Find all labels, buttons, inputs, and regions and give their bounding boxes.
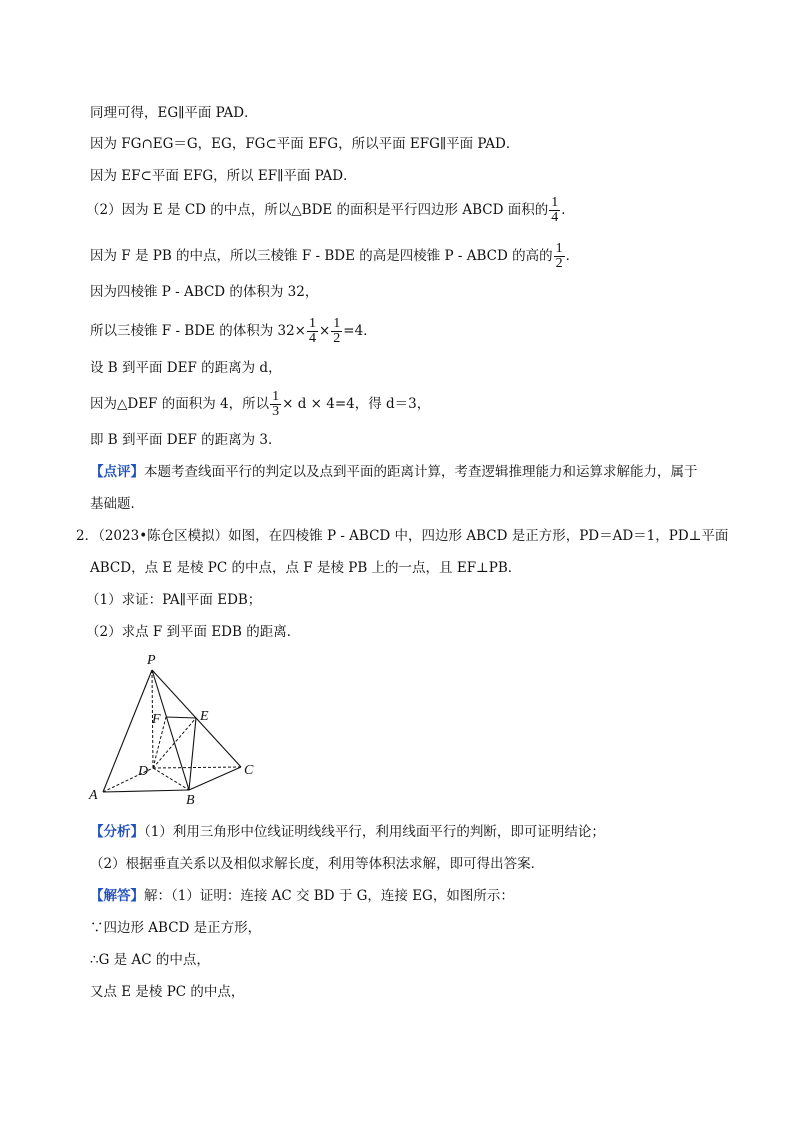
fraction bbox=[554, 242, 565, 271]
analysis-line bbox=[90, 822, 605, 842]
label-A: A bbox=[89, 788, 98, 803]
text-line: 基础题． bbox=[90, 496, 144, 512]
text-line: 又点 E 是棱 PC 的中点， bbox=[90, 984, 245, 1000]
label-F: F bbox=[152, 712, 161, 727]
comment-tag: 【点评】 bbox=[90, 464, 144, 480]
text-line: ∵四边形 ABCD 是正方形， bbox=[90, 920, 262, 936]
text-line: ∴G 是 AC 的中点， bbox=[90, 952, 210, 968]
text-line: 因为 EF⊂平面 EFG，所以 EF∥平面 PAD． bbox=[90, 168, 357, 184]
text-line: 设 B 到平面 DEF 的距离为 d， bbox=[90, 360, 282, 376]
text-line: （2）求点 F 到平面 EDB 的距离． bbox=[86, 624, 301, 640]
label-B: B bbox=[186, 793, 195, 808]
fraction-numerator: 1 bbox=[308, 316, 316, 331]
text-line: 即 B 到平面 DEF 的距离为 3． bbox=[90, 432, 282, 448]
text-segment: 因为 F 是 PB 的中点，所以三棱锥 F - BDE 的高是四棱锥 P - ABCD 的高的 bbox=[90, 248, 553, 264]
solution-line bbox=[90, 886, 514, 906]
text-line: 因为 F 是 PB 的中点，所以三棱锥 F - BDE 的高是四棱锥 P - ABCD 的高的 $\frac{1}{2}$ ． bbox=[90, 241, 580, 271]
fraction-denominator: 4 bbox=[308, 331, 316, 346]
question-number: 2． bbox=[76, 528, 99, 544]
edge-EB bbox=[189, 718, 196, 790]
analysis-tag: 【分析】 bbox=[90, 824, 144, 840]
text-segment: 本题考查线面平行的判定以及点到平面的距离计算，考查逻辑推理能力和运算求解能力，属于 bbox=[144, 464, 698, 480]
fraction-numerator: 1 bbox=[333, 316, 341, 331]
fraction bbox=[307, 317, 318, 346]
text-line: （2）因为 E 是 CD 的中点，所以△BDE 的面积是平行四边形 ABCD 面积的 $\frac{1}{4}$ ． bbox=[86, 195, 575, 225]
edge-PB bbox=[152, 670, 189, 790]
fraction bbox=[549, 196, 560, 225]
text-segment: × bbox=[318, 323, 331, 339]
fraction-denominator: 4 bbox=[551, 210, 559, 225]
text-segment: （2）因为 E 是 CD 的中点，所以△BDE 的面积是平行四边形 ABCD 面积的 bbox=[86, 202, 549, 218]
text-line: （2）根据垂直关系以及相似求解长度，利用等体积法求解，即可得出答案． bbox=[90, 856, 545, 872]
fraction-denominator: 2 bbox=[555, 256, 563, 271]
text-segment: 所以三棱锥 F - BDE 的体积为 32× bbox=[90, 323, 306, 339]
edge-DC bbox=[153, 767, 241, 768]
comment-line bbox=[90, 462, 698, 482]
text-segment: =4． bbox=[343, 323, 377, 339]
text-segment: × d × 4=4，得 d＝3， bbox=[282, 396, 431, 412]
fraction-denominator: 3 bbox=[272, 404, 280, 419]
fraction-numerator: 1 bbox=[555, 241, 563, 256]
text-line: 同理可得，EG∥平面 PAD． bbox=[90, 105, 258, 121]
fraction bbox=[270, 390, 281, 419]
text-line bbox=[90, 317, 377, 346]
text-segment: （2023•陈仓区模拟）如图，在四棱锥 P - ABCD 中，四边形 ABCD 是正方形，PD＝AD＝1，PD⊥平面 bbox=[98, 528, 729, 544]
text-segment: （1）利用三角形中位线证明线线平行，利用线面平行的判断，即可证明结论； bbox=[144, 824, 605, 840]
text-segment: 解：（1）证明：连接 AC 交 BD 于 G，连接 EG，如图所示： bbox=[144, 888, 514, 904]
fraction-numerator: 1 bbox=[551, 195, 559, 210]
label-D: D bbox=[138, 764, 149, 779]
label-E: E bbox=[200, 709, 209, 724]
text-line bbox=[90, 390, 430, 419]
text-line: （1）求证：PA∥平面 EDB； bbox=[86, 592, 262, 608]
solution-tag: 【解答】 bbox=[90, 888, 144, 904]
pyramid-figure bbox=[86, 650, 286, 810]
question-line bbox=[76, 526, 728, 546]
label-C: C bbox=[244, 763, 254, 778]
text-line: 因为四棱锥 P - ABCD 的体积为 32， bbox=[90, 284, 319, 300]
edge-BC bbox=[189, 767, 241, 790]
edge-FE bbox=[166, 717, 196, 718]
text-line: 因为 FG∩EG＝G，EG，FG⊂平面 EFG，所以平面 EFG∥平面 PAD． bbox=[90, 136, 520, 152]
label-P: P bbox=[147, 653, 156, 668]
fraction bbox=[331, 317, 342, 346]
fraction-numerator: 1 bbox=[272, 389, 280, 404]
text-line: ABCD，点 E 是棱 PC 的中点，点 F 是棱 PB 上的一点，且 EF⊥PB． bbox=[90, 560, 522, 576]
edge-AB bbox=[103, 790, 189, 792]
text-segment: 因为△DEF 的面积为 4，所以 bbox=[90, 396, 270, 412]
fraction-denominator: 2 bbox=[333, 331, 341, 346]
